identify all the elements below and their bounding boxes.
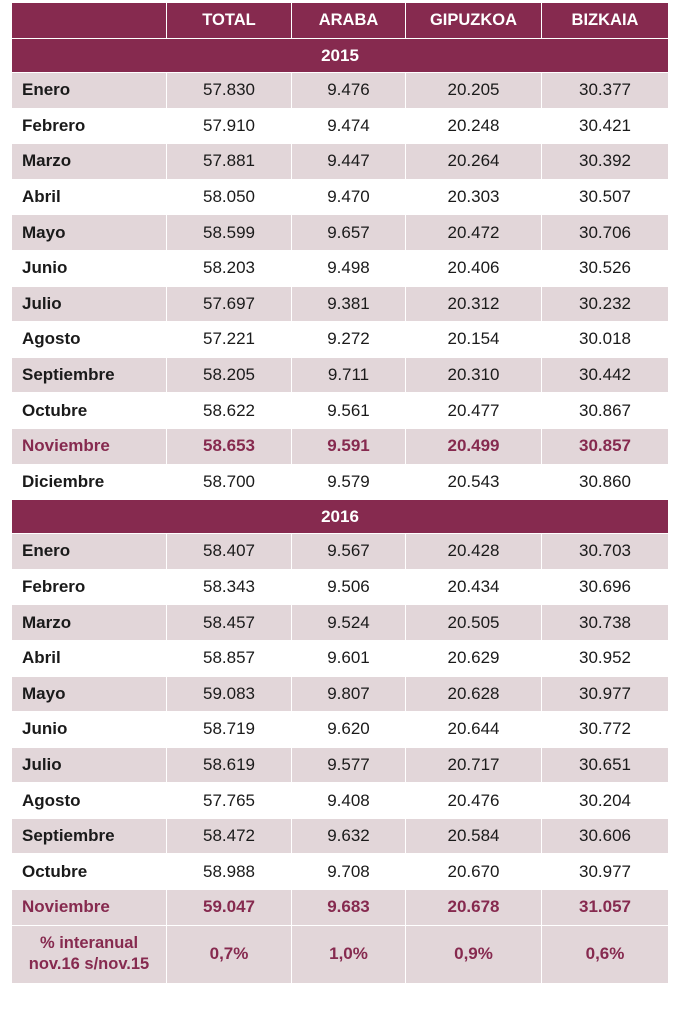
value-cell-araba: 9.807	[292, 676, 406, 712]
value-cell-total: 57.881	[167, 144, 292, 180]
month-cell: Mayo	[12, 215, 167, 251]
value-cell-araba: 9.476	[292, 73, 406, 109]
month-cell: Agosto	[12, 783, 167, 819]
value-cell-total: 58.203	[167, 250, 292, 286]
table-row	[12, 605, 669, 641]
value-cell-total: 58.205	[167, 357, 292, 393]
month-cell: Septiembre	[12, 818, 167, 854]
value-cell-total: 58.472	[167, 818, 292, 854]
value-cell-total: 57.221	[167, 322, 292, 358]
table-row	[12, 747, 669, 783]
table-row	[12, 286, 669, 322]
table-row	[12, 428, 669, 464]
month-cell: Septiembre	[12, 357, 167, 393]
value-cell-araba: 9.498	[292, 250, 406, 286]
table-row	[12, 393, 669, 429]
value-cell-total: 59.083	[167, 676, 292, 712]
value-cell-araba: 9.272	[292, 322, 406, 358]
table-row	[12, 854, 669, 890]
value-cell-bizkaia: 30.977	[542, 854, 669, 890]
month-cell: Junio	[12, 250, 167, 286]
month-cell: Octubre	[12, 854, 167, 890]
table-row	[12, 783, 669, 819]
value-cell-total: 57.830	[167, 73, 292, 109]
value-cell-gipuzkoa: 20.629	[406, 640, 542, 676]
value-cell-araba: 9.632	[292, 818, 406, 854]
table-row	[12, 73, 669, 109]
month-cell: Noviembre	[12, 890, 167, 926]
header-corner-cell	[12, 3, 167, 39]
value-cell-araba: 9.591	[292, 428, 406, 464]
value-cell-gipuzkoa: 20.303	[406, 179, 542, 215]
table-header	[12, 3, 669, 39]
month-cell: Abril	[12, 640, 167, 676]
value-cell-total: 58.622	[167, 393, 292, 429]
value-cell-gipuzkoa: 20.628	[406, 676, 542, 712]
value-cell-araba: 9.711	[292, 357, 406, 393]
table-row	[12, 357, 669, 393]
value-cell-gipuzkoa: 20.434	[406, 569, 542, 605]
value-cell-gipuzkoa: 20.678	[406, 890, 542, 926]
value-cell-gipuzkoa: 20.310	[406, 357, 542, 393]
month-cell: Febrero	[12, 108, 167, 144]
value-cell-total: 58.619	[167, 747, 292, 783]
year-label: 2016	[12, 500, 669, 534]
value-cell-araba: 9.601	[292, 640, 406, 676]
summary-value-bizkaia: 0,6%	[542, 925, 669, 983]
value-cell-gipuzkoa: 20.312	[406, 286, 542, 322]
value-cell-gipuzkoa: 20.477	[406, 393, 542, 429]
value-cell-gipuzkoa: 20.717	[406, 747, 542, 783]
value-cell-total: 58.653	[167, 428, 292, 464]
table-row	[12, 712, 669, 748]
value-cell-bizkaia: 30.857	[542, 428, 669, 464]
month-cell: Junio	[12, 712, 167, 748]
table-row	[12, 640, 669, 676]
value-cell-bizkaia: 30.977	[542, 676, 669, 712]
summary-value-gipuzkoa: 0,9%	[406, 925, 542, 983]
value-cell-araba: 9.657	[292, 215, 406, 251]
table-row	[12, 818, 669, 854]
value-cell-gipuzkoa: 20.428	[406, 534, 542, 570]
table-row	[12, 215, 669, 251]
value-cell-bizkaia: 31.057	[542, 890, 669, 926]
value-cell-bizkaia: 30.018	[542, 322, 669, 358]
value-cell-araba: 9.620	[292, 712, 406, 748]
month-cell: Noviembre	[12, 428, 167, 464]
value-cell-araba: 9.524	[292, 605, 406, 641]
value-cell-araba: 9.506	[292, 569, 406, 605]
value-cell-gipuzkoa: 20.505	[406, 605, 542, 641]
value-cell-total: 58.599	[167, 215, 292, 251]
month-cell: Julio	[12, 747, 167, 783]
value-cell-bizkaia: 30.738	[542, 605, 669, 641]
year-row	[12, 500, 669, 534]
summary-label	[12, 925, 167, 983]
value-cell-gipuzkoa: 20.543	[406, 464, 542, 500]
table-row	[12, 569, 669, 605]
header-bizkaia: BIZKAIA	[542, 3, 669, 39]
month-cell: Agosto	[12, 322, 167, 358]
value-cell-araba: 9.567	[292, 534, 406, 570]
value-cell-total: 57.697	[167, 286, 292, 322]
value-cell-araba: 9.447	[292, 144, 406, 180]
value-cell-gipuzkoa: 20.205	[406, 73, 542, 109]
value-cell-gipuzkoa: 20.499	[406, 428, 542, 464]
value-cell-bizkaia: 30.377	[542, 73, 669, 109]
summary-row	[12, 925, 669, 983]
value-cell-bizkaia: 30.952	[542, 640, 669, 676]
value-cell-araba: 9.381	[292, 286, 406, 322]
value-cell-gipuzkoa: 20.584	[406, 818, 542, 854]
summary-value-total: 0,7%	[167, 925, 292, 983]
value-cell-araba: 9.577	[292, 747, 406, 783]
table-row	[12, 890, 669, 926]
value-cell-bizkaia: 30.392	[542, 144, 669, 180]
value-cell-araba: 9.474	[292, 108, 406, 144]
value-cell-araba: 9.683	[292, 890, 406, 926]
value-cell-bizkaia: 30.860	[542, 464, 669, 500]
value-cell-bizkaia: 30.703	[542, 534, 669, 570]
table-row	[12, 250, 669, 286]
header-total: TOTAL	[167, 3, 292, 39]
value-cell-bizkaia: 30.232	[542, 286, 669, 322]
value-cell-total: 57.910	[167, 108, 292, 144]
value-cell-bizkaia: 30.772	[542, 712, 669, 748]
month-cell: Abril	[12, 179, 167, 215]
month-cell: Octubre	[12, 393, 167, 429]
table-row	[12, 464, 669, 500]
value-cell-gipuzkoa: 20.154	[406, 322, 542, 358]
summary-label-line2: nov.16 s/nov.15	[28, 955, 150, 974]
value-cell-total: 58.857	[167, 640, 292, 676]
year-label: 2015	[12, 39, 669, 73]
header-araba: ARABA	[292, 3, 406, 39]
table-row	[12, 534, 669, 570]
value-cell-bizkaia: 30.867	[542, 393, 669, 429]
value-cell-bizkaia: 30.526	[542, 250, 669, 286]
table-row	[12, 144, 669, 180]
value-cell-gipuzkoa: 20.670	[406, 854, 542, 890]
header-gipuzkoa: GIPUZKOA	[406, 3, 542, 39]
year-row	[12, 39, 669, 73]
value-cell-bizkaia: 30.696	[542, 569, 669, 605]
value-cell-total: 58.407	[167, 534, 292, 570]
value-cell-gipuzkoa: 20.264	[406, 144, 542, 180]
value-cell-araba: 9.561	[292, 393, 406, 429]
month-cell: Febrero	[12, 569, 167, 605]
value-cell-total: 58.457	[167, 605, 292, 641]
value-cell-gipuzkoa: 20.644	[406, 712, 542, 748]
summary-label-line1: % interanual	[39, 934, 139, 953]
value-cell-bizkaia: 30.204	[542, 783, 669, 819]
employment-table	[11, 2, 669, 984]
value-cell-gipuzkoa: 20.472	[406, 215, 542, 251]
value-cell-araba: 9.470	[292, 179, 406, 215]
value-cell-gipuzkoa: 20.406	[406, 250, 542, 286]
month-cell: Diciembre	[12, 464, 167, 500]
month-cell: Marzo	[12, 144, 167, 180]
month-cell: Enero	[12, 73, 167, 109]
value-cell-araba: 9.579	[292, 464, 406, 500]
value-cell-total: 59.047	[167, 890, 292, 926]
table-row	[12, 108, 669, 144]
month-cell: Enero	[12, 534, 167, 570]
summary-value-araba: 1,0%	[292, 925, 406, 983]
table-row	[12, 676, 669, 712]
value-cell-total: 58.988	[167, 854, 292, 890]
value-cell-gipuzkoa: 20.476	[406, 783, 542, 819]
table-body	[12, 39, 669, 984]
value-cell-bizkaia: 30.706	[542, 215, 669, 251]
value-cell-bizkaia: 30.651	[542, 747, 669, 783]
value-cell-bizkaia: 30.606	[542, 818, 669, 854]
value-cell-araba: 9.408	[292, 783, 406, 819]
value-cell-bizkaia: 30.507	[542, 179, 669, 215]
table-row	[12, 179, 669, 215]
value-cell-total: 58.700	[167, 464, 292, 500]
month-cell: Mayo	[12, 676, 167, 712]
value-cell-total: 57.765	[167, 783, 292, 819]
value-cell-total: 58.343	[167, 569, 292, 605]
month-cell: Marzo	[12, 605, 167, 641]
value-cell-total: 58.719	[167, 712, 292, 748]
value-cell-araba: 9.708	[292, 854, 406, 890]
table-row	[12, 322, 669, 358]
value-cell-total: 58.050	[167, 179, 292, 215]
month-cell: Julio	[12, 286, 167, 322]
value-cell-gipuzkoa: 20.248	[406, 108, 542, 144]
value-cell-bizkaia: 30.442	[542, 357, 669, 393]
value-cell-bizkaia: 30.421	[542, 108, 669, 144]
